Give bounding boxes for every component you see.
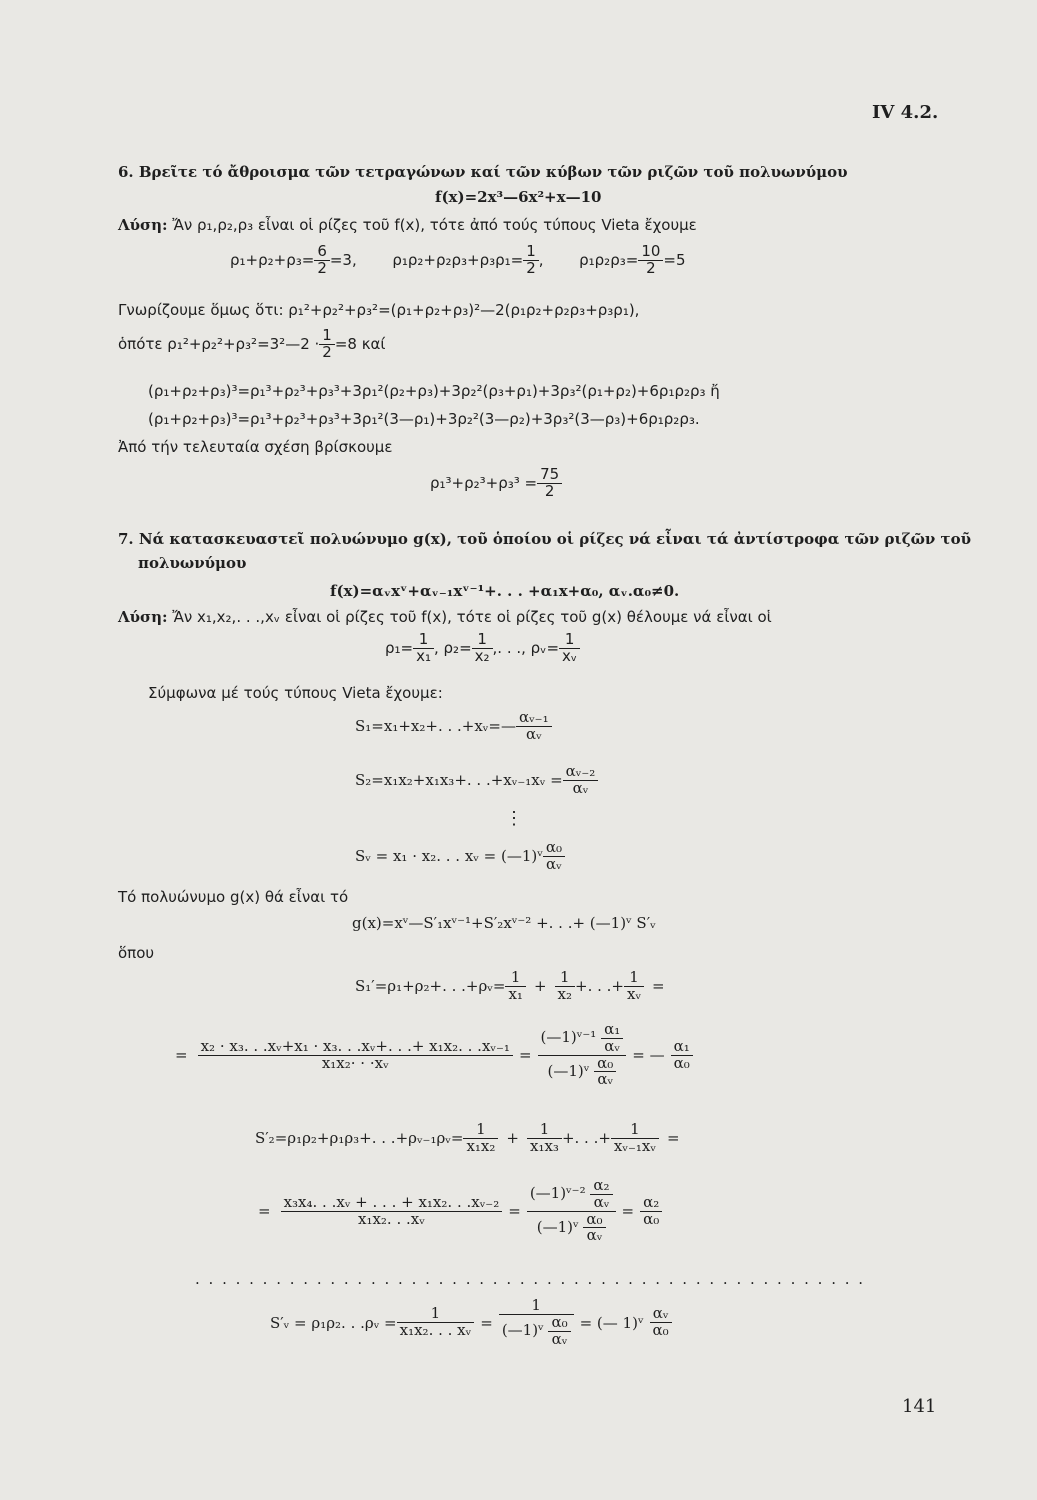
frac-den: 2 bbox=[544, 481, 555, 500]
plus-dots: +. . .+ bbox=[561, 1129, 611, 1148]
squares-lhs: ὁπότε ρ₁²+ρ₂²+ρ₃²=3²—2 · bbox=[118, 335, 320, 354]
problem-7-statement-cont: πολυωνύμου bbox=[138, 554, 247, 572]
vieta-relations bbox=[230, 244, 686, 277]
vieta-product-result: =5 bbox=[663, 251, 686, 270]
frac-num: αᵥ₋₂ bbox=[563, 764, 599, 781]
Svprime-result bbox=[650, 1306, 672, 1339]
frac-1-xvm1xv bbox=[611, 1122, 659, 1155]
frac-den: α₀ bbox=[643, 1209, 660, 1228]
equals-sign: = bbox=[480, 1313, 493, 1332]
frac-num: 1 bbox=[559, 632, 580, 649]
frac-num: 1 bbox=[413, 632, 434, 649]
S2-fraction bbox=[563, 764, 599, 797]
S1prime-derivation bbox=[175, 1022, 693, 1088]
frac-num: 10 bbox=[638, 244, 663, 261]
frac-1-xv bbox=[624, 970, 644, 1003]
frac-1-x1x3 bbox=[527, 1122, 562, 1155]
problem-7-solution-intro bbox=[118, 608, 772, 626]
frac-den: αᵥ bbox=[597, 1070, 614, 1089]
frac-num: 1 bbox=[527, 1122, 562, 1139]
inner-fraction bbox=[548, 1312, 570, 1348]
S1-equation bbox=[355, 710, 552, 743]
sum-of-cubes-result bbox=[430, 467, 562, 500]
rho1-fraction bbox=[413, 632, 434, 665]
frac-den: αᵥ bbox=[525, 724, 542, 743]
frac-num: α₂ bbox=[590, 1178, 612, 1195]
S2-lhs: S₂=x₁x₂+x₁x₃+. . .+xᵥ₋₁xᵥ = bbox=[355, 771, 563, 790]
vieta-pairs-fraction bbox=[523, 244, 539, 277]
frac-num: 1 bbox=[499, 1298, 574, 1315]
frac-den: x₁x₂. . .xᵥ bbox=[357, 1209, 425, 1228]
frac-1-x1 bbox=[505, 970, 525, 1003]
frac-den: x₁x₂ bbox=[466, 1136, 496, 1155]
rho1-label: ρ₁= bbox=[385, 639, 414, 658]
S1prime-sum bbox=[355, 970, 665, 1003]
frac-den: xᵥ bbox=[562, 646, 578, 665]
frac-num: αᵥ₋₁ bbox=[516, 710, 552, 727]
vieta-sum-result: =3, bbox=[329, 251, 357, 270]
frac-den: αᵥ bbox=[586, 1226, 603, 1245]
frac-num: 1 bbox=[505, 970, 525, 987]
frac-den: x₁ bbox=[416, 646, 431, 665]
frac-num: αᵥ bbox=[650, 1306, 672, 1323]
Sv-lhs: Sᵥ = x₁ · x₂. . . xᵥ = (—1)ᵛ bbox=[355, 847, 543, 866]
frac-den: αᵥ bbox=[604, 1036, 621, 1055]
frac-num: x₂ · x₃. . .xᵥ+x₁ · x₃. . .xᵥ+. . .+ x₁x₂. . .xᵥ₋₁ bbox=[198, 1039, 513, 1056]
squares-fraction bbox=[319, 328, 335, 361]
cube-expansion-2: (ρ₁+ρ₂+ρ₃)³=ρ₁³+ρ₂³+ρ₃³+3ρ₁²(3—ρ₁)+3ρ₂²(3—ρ₂)+3ρ₃²(3—ρ₃)+6ρ₁ρ₂ρ₃. bbox=[148, 410, 700, 428]
vertical-ellipsis: ⋮ bbox=[505, 808, 523, 829]
frac-1-x2 bbox=[555, 970, 575, 1003]
Sv-fraction bbox=[543, 840, 565, 873]
frac-den: αᵥ bbox=[572, 778, 589, 797]
S1prime-compound-fraction bbox=[538, 1022, 627, 1088]
S1prime-big-fraction bbox=[198, 1036, 513, 1072]
S1prime-lhs: S₁′=ρ₁+ρ₂+. . .+ρᵥ= bbox=[355, 977, 506, 996]
frac-num bbox=[538, 1022, 627, 1056]
vieta-sum-lhs: ρ₁+ρ₂+ρ₃= bbox=[230, 251, 315, 270]
frac-den: x₂ bbox=[474, 646, 490, 665]
Svprime-equation bbox=[270, 1298, 672, 1347]
S1-lhs: S₁=x₁+x₂+. . .+xᵥ=— bbox=[355, 717, 516, 736]
inner-fraction bbox=[583, 1209, 605, 1245]
vieta-intro: Σύμφωνα μέ τούς τύπους Vieta ἔχουμε: bbox=[148, 684, 443, 702]
frac-num: 1 bbox=[611, 1122, 659, 1139]
identity-line: Γνωρίζουμε ὅμως ὅτι: ρ₁²+ρ₂²+ρ₃²=(ρ₁+ρ₂+ρ₃)²—2(ρ₁ρ₂+ρ₂ρ₃+ρ₃ρ₁), bbox=[118, 301, 640, 319]
cube-expansion-1: (ρ₁+ρ₂+ρ₃)³=ρ₁³+ρ₂³+ρ₃³+3ρ₁²(ρ₂+ρ₃)+3ρ₂²(ρ₃+ρ₁)+3ρ₃²(ρ₁+ρ₂)+6ρ₁ρ₂ρ₃ ἤ bbox=[148, 382, 720, 400]
frac-den bbox=[538, 1053, 627, 1089]
frac-num: α₁ bbox=[601, 1022, 623, 1039]
frac-den: 2 bbox=[322, 342, 332, 361]
frac-num: α₁ bbox=[671, 1039, 693, 1056]
final-relation-text: Ἀπό τήν τελευταία σχέση βρίσκουμε bbox=[118, 438, 393, 456]
frac-den: x₁x₃ bbox=[529, 1136, 559, 1155]
solution-label: Λύση: bbox=[118, 216, 168, 234]
sign-power: (—1)ᵛ⁻¹ bbox=[540, 1028, 597, 1047]
inner-fraction bbox=[601, 1022, 623, 1055]
rho2-label: , ρ₂= bbox=[434, 639, 472, 658]
frac-den: 2 bbox=[317, 258, 327, 277]
cubes-lhs: ρ₁³+ρ₂³+ρ₃³ = bbox=[430, 474, 538, 493]
frac-num: α₂ bbox=[640, 1195, 662, 1212]
page-number: 141 bbox=[902, 1396, 937, 1417]
rhoN-label: ,. . ., ρᵥ= bbox=[492, 639, 560, 658]
frac-num: 1 bbox=[624, 970, 644, 987]
S2prime-result bbox=[640, 1192, 662, 1228]
opou-label: ὅπου bbox=[118, 944, 155, 962]
Sv-equation bbox=[355, 840, 565, 873]
equals-sign: = bbox=[175, 1046, 188, 1064]
frac-den bbox=[499, 1312, 574, 1348]
vieta-product-lhs: ρ₁ρ₂ρ₃= bbox=[579, 251, 639, 270]
vieta-product-fraction bbox=[638, 244, 663, 277]
S1prime-result bbox=[671, 1036, 693, 1072]
frac-den bbox=[527, 1209, 616, 1245]
frac-den: αᵥ bbox=[551, 1329, 568, 1348]
frac-den: x₁x₂. . . xᵥ bbox=[399, 1321, 472, 1340]
S2prime-lhs: S′₂=ρ₁ρ₂+ρ₁ρ₃+. . .+ρᵥ₋₁ρᵥ= bbox=[255, 1129, 464, 1148]
S2-equation bbox=[355, 764, 598, 797]
frac-num: 1 bbox=[397, 1306, 475, 1323]
rho2-fraction bbox=[472, 632, 493, 665]
equals-sign: = bbox=[508, 1202, 521, 1220]
inner-fraction bbox=[590, 1178, 612, 1211]
frac-num: α₀ bbox=[594, 1056, 616, 1073]
squares-result: =8 καί bbox=[334, 335, 386, 354]
frac-den: x₁ bbox=[508, 984, 523, 1003]
result-sign: = bbox=[621, 1202, 635, 1220]
frac-num: 6 bbox=[314, 244, 330, 261]
plus-sign: + bbox=[533, 977, 547, 996]
solution-label: Λύση: bbox=[118, 608, 168, 626]
solution-text: Ἄν ρ₁,ρ₂,ρ₃ εἶναι οἱ ρίζες τοῦ f(x), τότε ἀπό τούς τύπους Vieta ἔχουμε bbox=[167, 216, 697, 234]
frac-den: x₂ bbox=[557, 984, 572, 1003]
vieta-pairs-lhs: ρ₁ρ₂+ρ₂ρ₃+ρ₃ρ₁= bbox=[392, 251, 524, 270]
equals-sign: = bbox=[518, 1046, 532, 1064]
cubes-fraction bbox=[537, 467, 562, 500]
Svprime-lhs: S′ᵥ = ρ₁ρ₂. . .ρᵥ = bbox=[270, 1313, 397, 1332]
frac-num: α₀ bbox=[543, 840, 565, 857]
problem-6-solution-intro bbox=[118, 216, 697, 234]
sign-power: (—1)ᵛ bbox=[547, 1061, 590, 1080]
sign-power: (—1)ᵛ bbox=[536, 1217, 579, 1236]
sum-of-squares-line bbox=[118, 328, 386, 361]
dotted-separator: . . . . . . . . . . . . . . . . . . . . . . . . . . . . . . . . . . . . . . . . . . . . . . . . . . bbox=[195, 1270, 866, 1288]
result-sign: = (— 1)ᵛ bbox=[579, 1313, 644, 1332]
frac-1-x1x2 bbox=[463, 1122, 498, 1155]
S2prime-sum bbox=[255, 1122, 680, 1155]
frac-den: 2 bbox=[526, 258, 536, 277]
frac-num bbox=[527, 1178, 616, 1212]
vieta-pairs-result: , bbox=[538, 251, 544, 270]
frac-num: 1 bbox=[555, 970, 575, 987]
problem-7-statement: 7. Νά κατασκευαστεῖ πολυώνυμο g(x), τοῦ ὁποίου οἱ ρίζες νά εἶναι τά ἀντίστροφα τῶν ριζῶν τοῦ bbox=[118, 530, 972, 548]
frac-num: α₀ bbox=[548, 1315, 570, 1332]
S2prime-derivation bbox=[258, 1178, 662, 1244]
S2prime-big-fraction bbox=[281, 1192, 503, 1228]
result-sign: = — bbox=[632, 1046, 665, 1064]
inner-fraction bbox=[594, 1053, 616, 1089]
problem-7-polynomial: f(x)=αᵥxᵛ+αᵥ₋₁xᵛ⁻¹+. . . +α₁x+α₀, αᵥ.α₀≠0. bbox=[330, 582, 680, 600]
vieta-sum-fraction bbox=[314, 244, 330, 277]
g-formula: g(x)=xᵛ—S′₁xᵛ⁻¹+S′₂xᵛ⁻² +. . .+ (—1)ᵛ S′ᵥ bbox=[352, 914, 656, 932]
equals-sign: = bbox=[652, 977, 665, 996]
sign-power: (—1)ᵛ⁻² bbox=[529, 1184, 586, 1203]
frac-num: 1 bbox=[523, 244, 539, 261]
section-header: IV 4.2. bbox=[872, 102, 939, 123]
problem-6-statement: 6. Βρεῖτε τό ἄθροισμα τῶν τετραγώνων καί τῶν κύβων τῶν ριζῶν τοῦ πολυωνύμου bbox=[118, 163, 848, 181]
frac-num: 75 bbox=[537, 467, 562, 484]
equals-sign: = bbox=[258, 1202, 271, 1220]
S1-fraction bbox=[516, 710, 552, 743]
rhoN-fraction bbox=[559, 632, 580, 665]
frac-num: x₃x₄. . .xᵥ + . . . + x₁x₂. . .xᵥ₋₂ bbox=[281, 1195, 503, 1212]
frac-num: 1 bbox=[463, 1122, 498, 1139]
frac-den: 2 bbox=[646, 258, 656, 277]
Svprime-compound-fraction bbox=[499, 1298, 574, 1347]
frac-den: α₀ bbox=[673, 1053, 690, 1072]
frac-num: 1 bbox=[319, 328, 335, 345]
problem-6-polynomial: f(x)=2x³—6x²+x—10 bbox=[435, 188, 602, 206]
frac-den: αᵥ bbox=[593, 1192, 610, 1211]
frac-num: 1 bbox=[472, 632, 493, 649]
sign-power: (—1)ᵛ bbox=[501, 1321, 544, 1340]
plus-dots: +. . .+ bbox=[575, 977, 624, 996]
g-intro: Τό πολυώνυμο g(x) θά εἶναι τό bbox=[118, 888, 349, 906]
reciprocal-roots bbox=[385, 632, 580, 665]
frac-den: xᵥ bbox=[626, 984, 642, 1003]
equals-sign: = bbox=[666, 1129, 680, 1148]
S2prime-compound-fraction bbox=[527, 1178, 616, 1244]
Svprime-fraction bbox=[397, 1306, 475, 1339]
frac-den: x₁x₂· · ·xᵥ bbox=[321, 1053, 389, 1072]
frac-num: α₀ bbox=[583, 1212, 605, 1229]
solution-text: Ἄν x₁,x₂,. . .,xᵥ εἶναι οἱ ρίζες τοῦ f(x), τότε οἱ ρίζες τοῦ g(x) θέλουμε νά εἶναι οἱ bbox=[167, 608, 772, 626]
plus-sign: + bbox=[506, 1129, 519, 1148]
frac-den: αᵥ bbox=[546, 854, 562, 873]
frac-den: xᵥ₋₁xᵥ bbox=[613, 1136, 656, 1155]
frac-den: α₀ bbox=[652, 1321, 669, 1340]
